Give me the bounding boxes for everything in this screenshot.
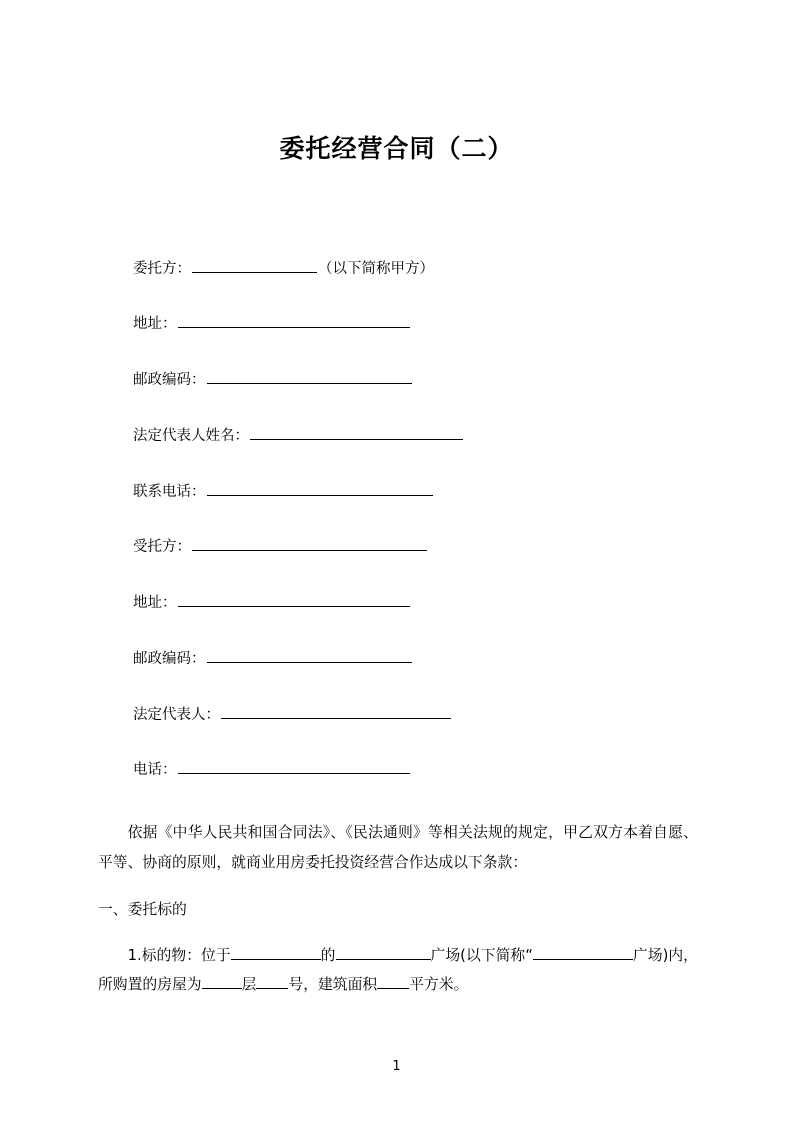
field-row-entrusted-party [133, 536, 673, 559]
section-heading-1: 一、委托标的 [98, 901, 187, 919]
field-label: 邮政编码： [133, 372, 206, 388]
field-blank[interactable] [178, 592, 410, 607]
field-blank[interactable] [178, 313, 410, 328]
field-label: 地址： [133, 316, 177, 333]
field-row-entrusting-party [133, 258, 673, 281]
field-label: 法定代表人： [133, 706, 220, 723]
preamble-line-1: 依据《中华人民共和国合同法》、《民法通则》等相关法规的规定，甲乙双方本着 [127, 824, 654, 841]
field-row-postcode-1 [133, 369, 673, 392]
field-row-address-2 [133, 592, 673, 615]
field-blank[interactable] [192, 536, 427, 551]
field-blank[interactable] [221, 704, 451, 719]
field-label: 受托方： [133, 539, 191, 556]
clause-blank-plaza-1[interactable] [336, 945, 431, 960]
field-row-contact-phone [133, 481, 673, 504]
field-blank[interactable] [207, 648, 412, 663]
clause-blank-plaza-2[interactable] [533, 945, 633, 960]
clause-blank-number[interactable] [256, 974, 288, 989]
clause-blank-area[interactable] [377, 974, 409, 989]
party-fields [0, 258, 793, 783]
field-label: 电话： [133, 762, 177, 779]
document-body [0, 818, 793, 1000]
page-number: 1 [392, 1059, 401, 1074]
preamble-line-2: 自愿、平等、协商的原则，就商业用房委托投资经营合作达成以下条款： [98, 824, 698, 871]
clause-1-paragraph [98, 941, 698, 1000]
field-blank[interactable] [250, 425, 463, 440]
clause-text-h: 平方米。 [409, 976, 469, 994]
clause-text-b: 的 [320, 946, 336, 964]
clause-text-c: 广场(以下简称“ [430, 946, 533, 964]
clause-text-d: 广场) [632, 946, 669, 964]
field-row-phone [133, 759, 673, 782]
field-label: 联系电话： [133, 483, 206, 500]
page-title: 委托经营合同（二） [279, 134, 514, 163]
preamble-paragraph [98, 818, 698, 877]
field-label: 法定代表人姓名： [133, 427, 249, 444]
field-row-address-1 [133, 313, 673, 336]
clause-text-f: 层 [241, 976, 257, 994]
field-blank[interactable] [178, 759, 410, 774]
field-blank[interactable] [207, 369, 412, 384]
field-label: 地址： [133, 595, 177, 611]
field-row-legal-rep-name [133, 425, 673, 448]
field-blank[interactable] [192, 258, 317, 273]
clause-blank-location[interactable] [231, 945, 321, 960]
field-label: 邮政编码： [133, 650, 206, 667]
field-suffix: （以下简称甲方） [318, 260, 434, 277]
field-label: 委托方： [133, 260, 191, 277]
field-blank[interactable] [207, 481, 433, 496]
clause-blank-floor[interactable] [202, 974, 242, 989]
field-row-postcode-2 [133, 648, 673, 671]
clause-text-a: 1.标的物：位于 [127, 946, 231, 964]
clause-text-e: 内，所购置的房屋为 [98, 946, 698, 994]
field-row-legal-rep [133, 704, 673, 727]
clause-text-g: 号，建筑面积 [288, 976, 378, 994]
